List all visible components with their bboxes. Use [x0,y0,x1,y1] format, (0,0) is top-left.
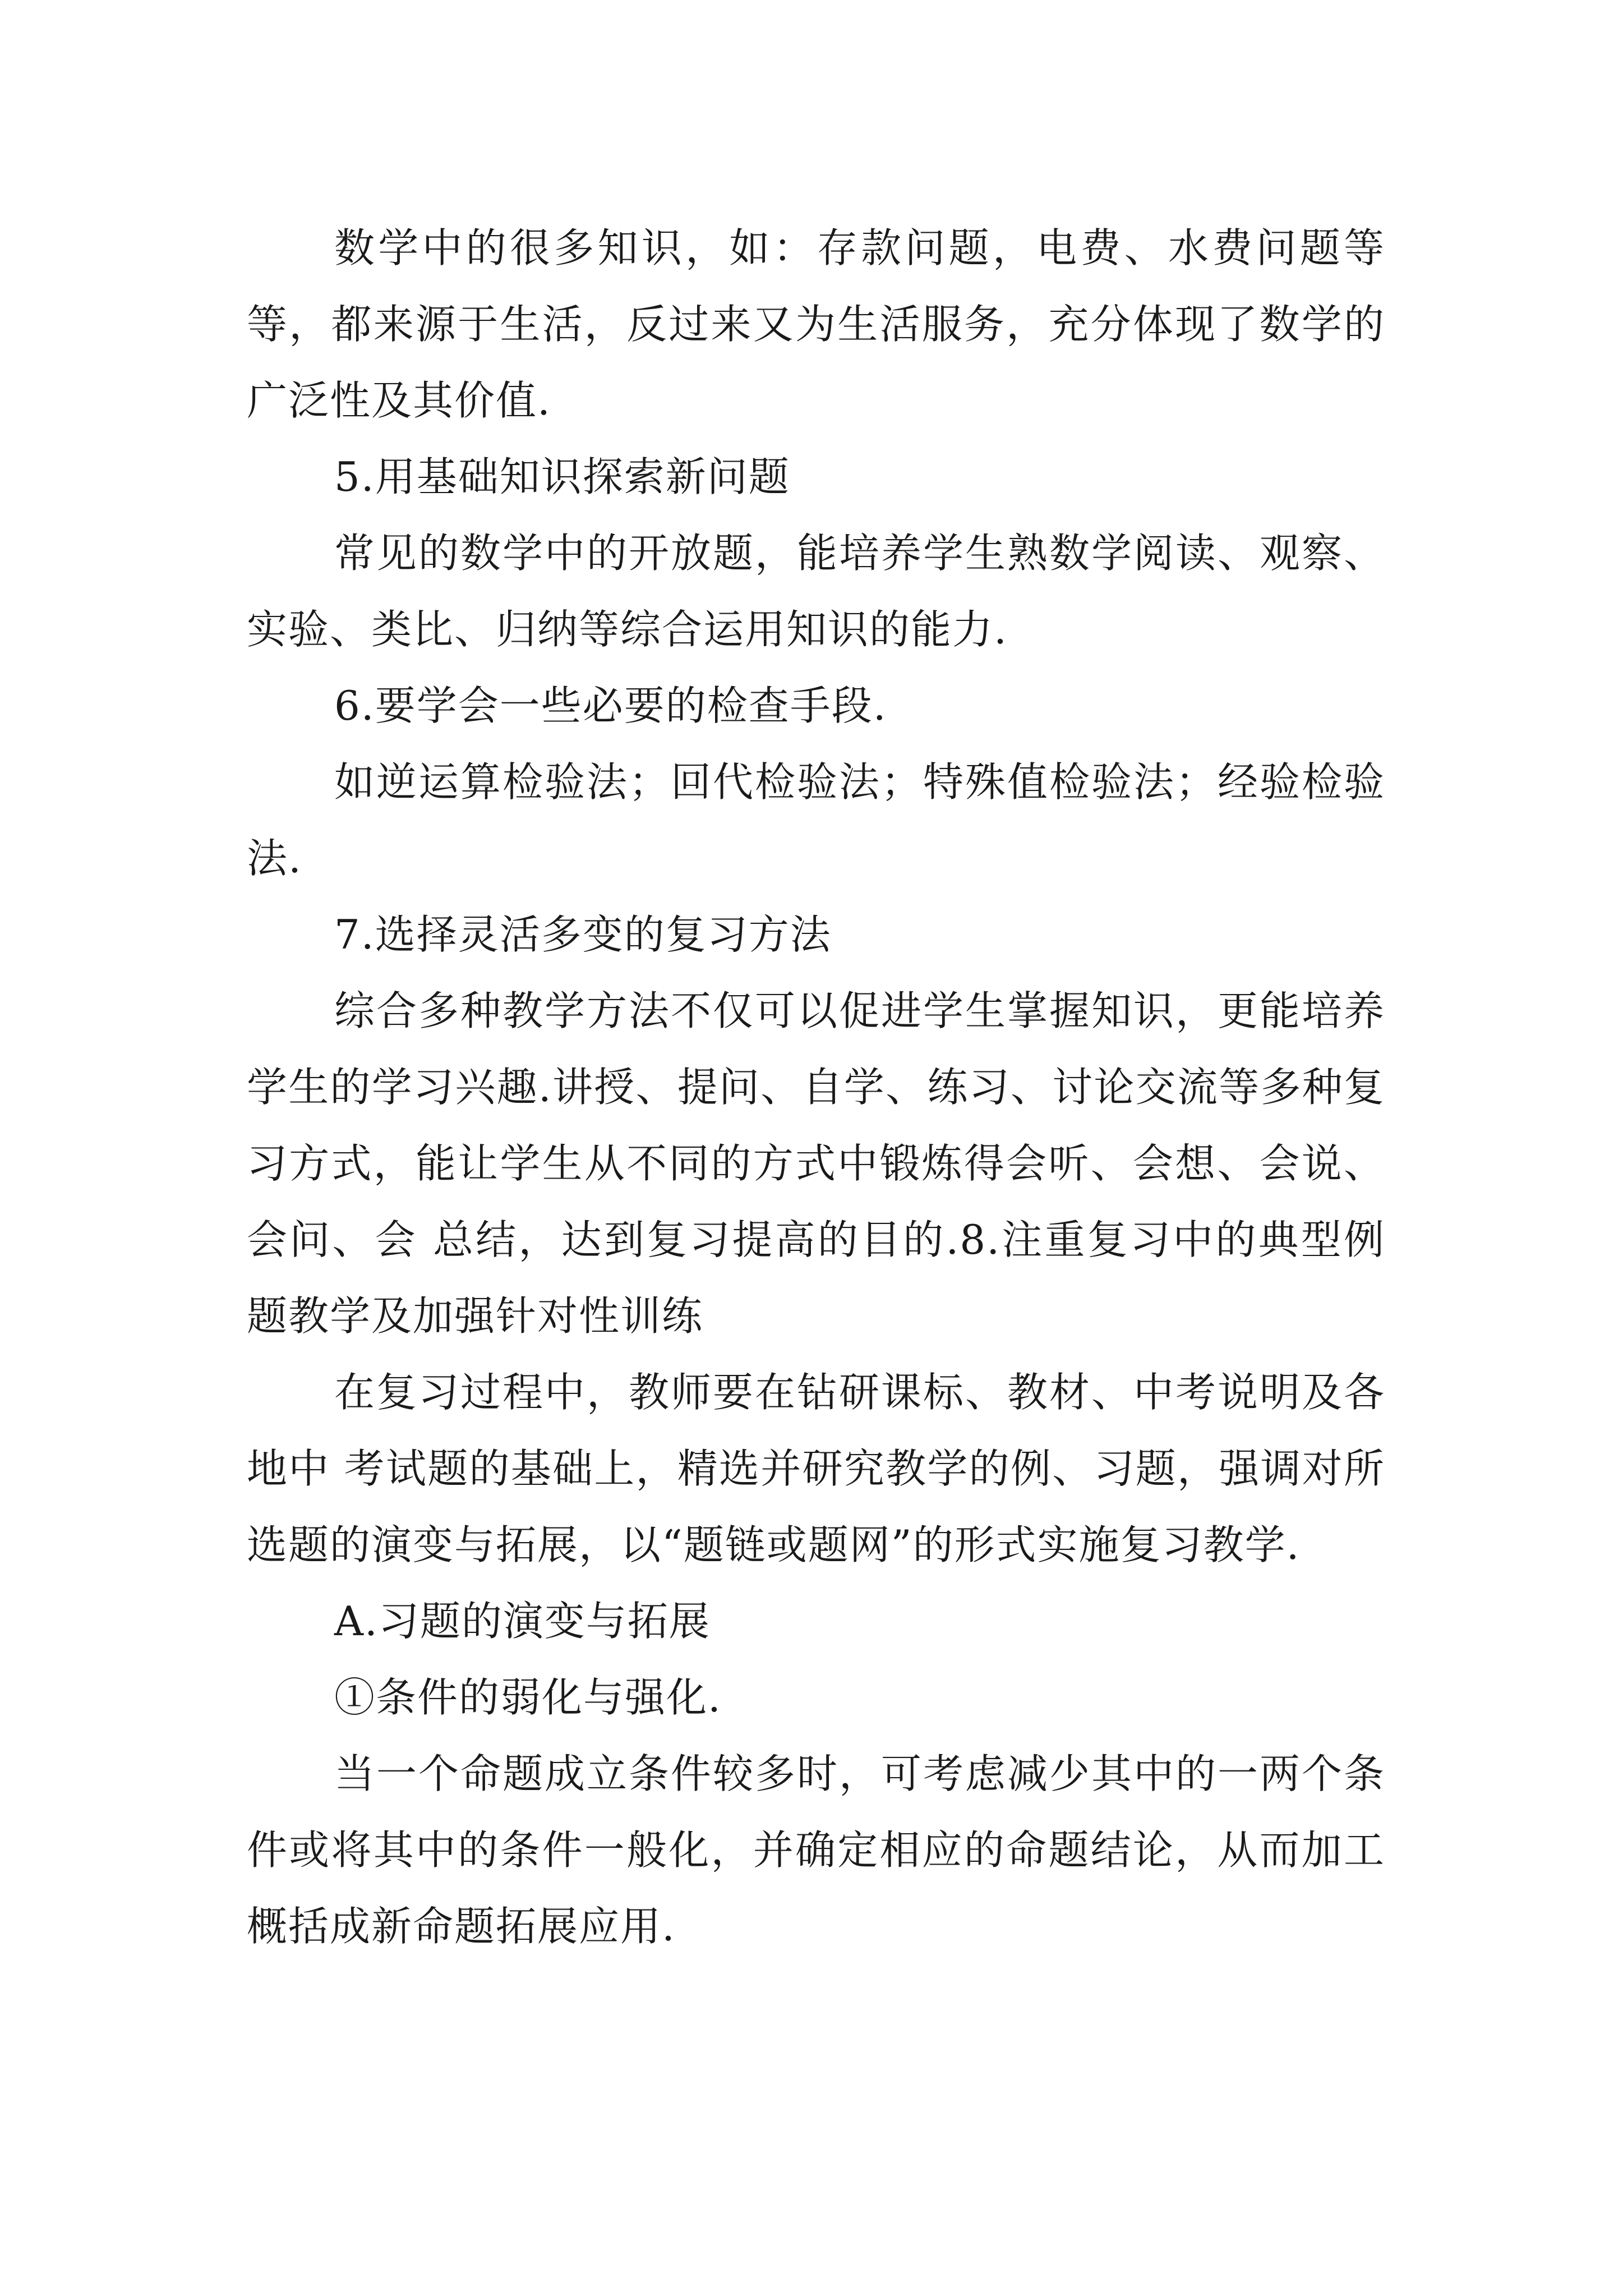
heading-5: 5.用基础知识探索新问题 [334,453,790,500]
paragraph-teaching-methods: 综合多种教学方法不仅可以促进学生掌握知识，更能培养学生的学习兴趣.讲授、提问、自学、练习、讨论交流等多种复习方式，能让学生从不同的方式中锻炼得会听、会想、会说、会问、会 总结，达到复习提高的目的.8.注重复习中的典型例题教学及加强针对性训练 [247,987,1385,1340]
paragraph-check-methods: 如逆运算检验法；回代检验法；特殊值检验法；经验检验法. [247,758,1385,882]
paragraph-review-process: 在复习过程中，教师要在钻研课标、教材、中考说明及各地中 考试题的基础上，精选并研究教学的例、习题，强调对所选题的演变与拓展，以“题链或题网”的形式实施复习教学. [247,1369,1385,1568]
document-body [247,210,1385,1964]
paragraph-math-life: 数学中的很多知识，如：存款问题，电费、水费问题等等，都来源于生活，反过来又为生活服务，充分体现了数学的广泛性及其价值. [247,224,1385,424]
heading-circled-1: ①条件的弱化与强化. [334,1674,722,1721]
paragraph-open-questions: 常见的数学中的开放题，能培养学生熟数学阅读、观察、实验、类比、归纳等综合运用知识的能力. [247,530,1385,653]
paragraph-proposition-conditions: 当一个命题成立条件较多时，可考虑减少其中的一两个条件或将其中的条件一般化，并确定相应的命题结论，从而加工概括成新命题拓展应用. [247,1750,1385,1950]
heading-6: 6.要学会一些必要的检查手段. [334,682,887,729]
heading-7: 7.选择灵活多变的复习方法 [334,911,832,958]
heading-a: A.习题的演变与拓展 [334,1598,711,1645]
